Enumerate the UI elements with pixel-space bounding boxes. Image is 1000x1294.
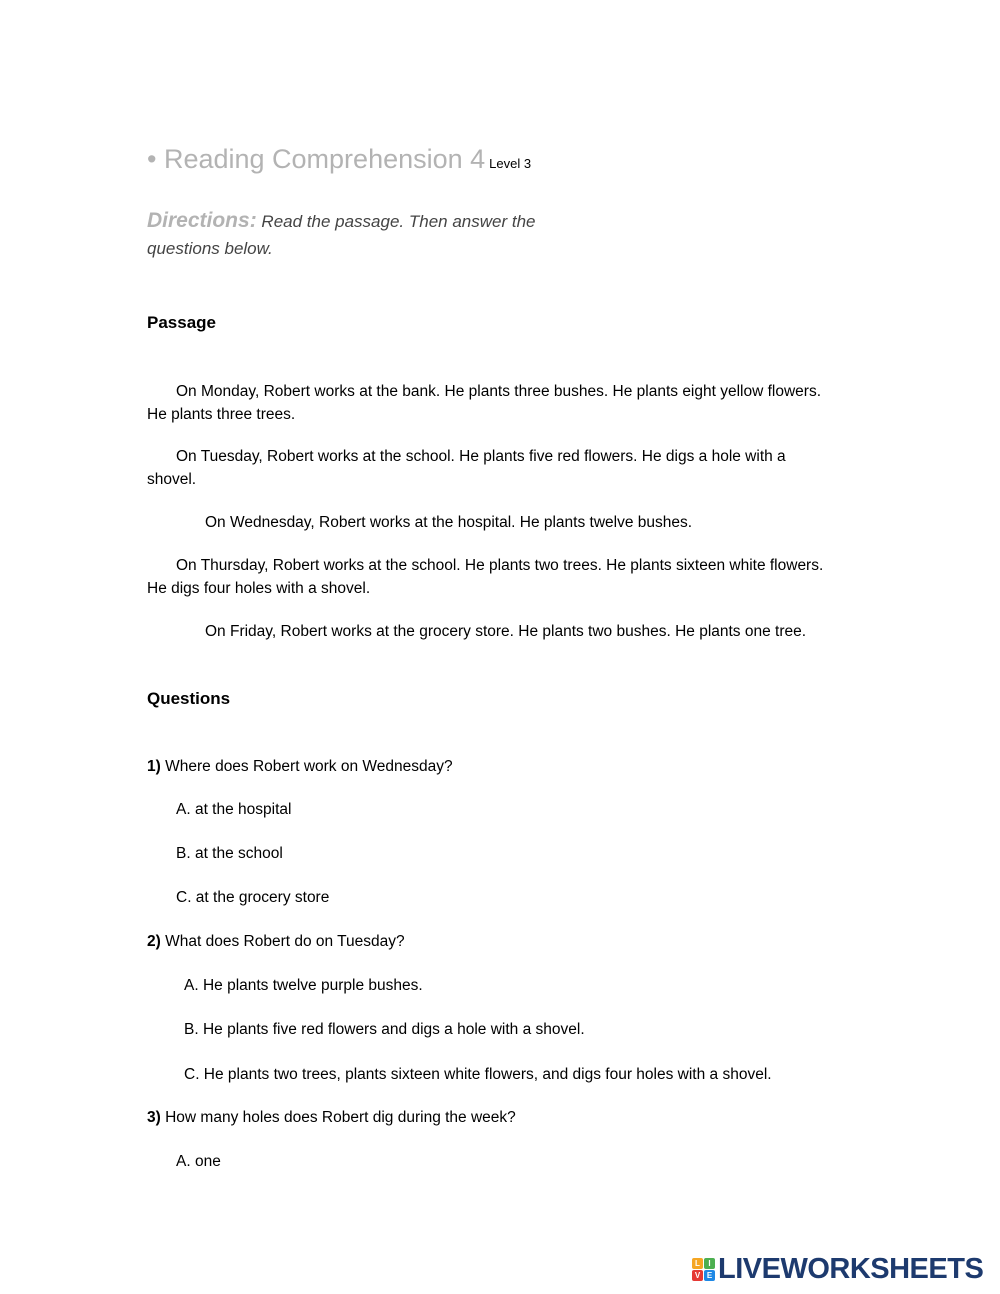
- question-2-option-c[interactable]: C. He plants two trees, plants sixteen white flowers, and digs four holes with a shovel.: [184, 1066, 772, 1083]
- question-text: How many holes does Robert dig during the week?: [165, 1109, 516, 1126]
- logo-tile-v: V: [692, 1270, 703, 1281]
- logo-tile-l: L: [692, 1258, 703, 1269]
- question-number: 3): [147, 1109, 161, 1126]
- question-text: Where does Robert work on Wednesday?: [165, 758, 453, 775]
- level-label: Level 3: [489, 156, 532, 171]
- title-text: • Reading Comprehension 4: [147, 144, 486, 174]
- passage-paragraph-wednesday: On Wednesday, Robert works at the hospital. He plants twelve bushes.: [205, 514, 693, 531]
- question-number: 2): [147, 933, 161, 950]
- question-2-option-b[interactable]: B. He plants five red flowers and digs a hole with a shovel.: [184, 1021, 585, 1038]
- question-1: [147, 758, 453, 776]
- page-title: [147, 144, 531, 175]
- directions: [147, 207, 587, 262]
- logo-tile-e: E: [704, 1270, 715, 1281]
- questions-heading: Questions: [147, 689, 231, 708]
- question-1-option-c[interactable]: C. at the grocery store: [176, 889, 330, 906]
- passage-paragraph-friday: On Friday, Robert works at the grocery store. He plants two bushes. He plants one tree.: [205, 623, 807, 640]
- question-3-option-a[interactable]: A. one: [176, 1153, 221, 1170]
- question-1-option-a[interactable]: A. at the hospital: [176, 801, 292, 818]
- directions-text: Read the passage. Then answer the questions below.: [147, 212, 536, 258]
- logo-tiles-icon: [692, 1258, 715, 1281]
- passage-paragraph-thursday: On Thursday, Robert works at the school. He plants two trees. He plants sixteen white flowers. He digs four holes with a shovel.: [147, 557, 824, 597]
- question-text: What does Robert do on Tuesday?: [165, 933, 405, 950]
- passage-paragraph-monday: On Monday, Robert works at the bank. He plants three bushes. He plants eight yellow flowers. He plants three trees.: [147, 383, 822, 423]
- liveworksheets-logo[interactable]: [692, 1253, 983, 1286]
- passage-paragraph-tuesday: On Tuesday, Robert works at the school. He plants five red flowers. He digs a hole with a shovel.: [147, 448, 786, 488]
- question-1-option-b[interactable]: B. at the school: [176, 845, 283, 862]
- logo-text: LIVEWORKSHEETS: [718, 1253, 984, 1285]
- question-3: [147, 1109, 516, 1127]
- question-2: [147, 933, 405, 951]
- logo-tile-i: I: [704, 1258, 715, 1269]
- directions-label: Directions:: [147, 209, 257, 232]
- question-number: 1): [147, 758, 161, 775]
- passage-heading: Passage: [147, 313, 216, 332]
- question-2-option-a[interactable]: A. He plants twelve purple bushes.: [184, 977, 423, 994]
